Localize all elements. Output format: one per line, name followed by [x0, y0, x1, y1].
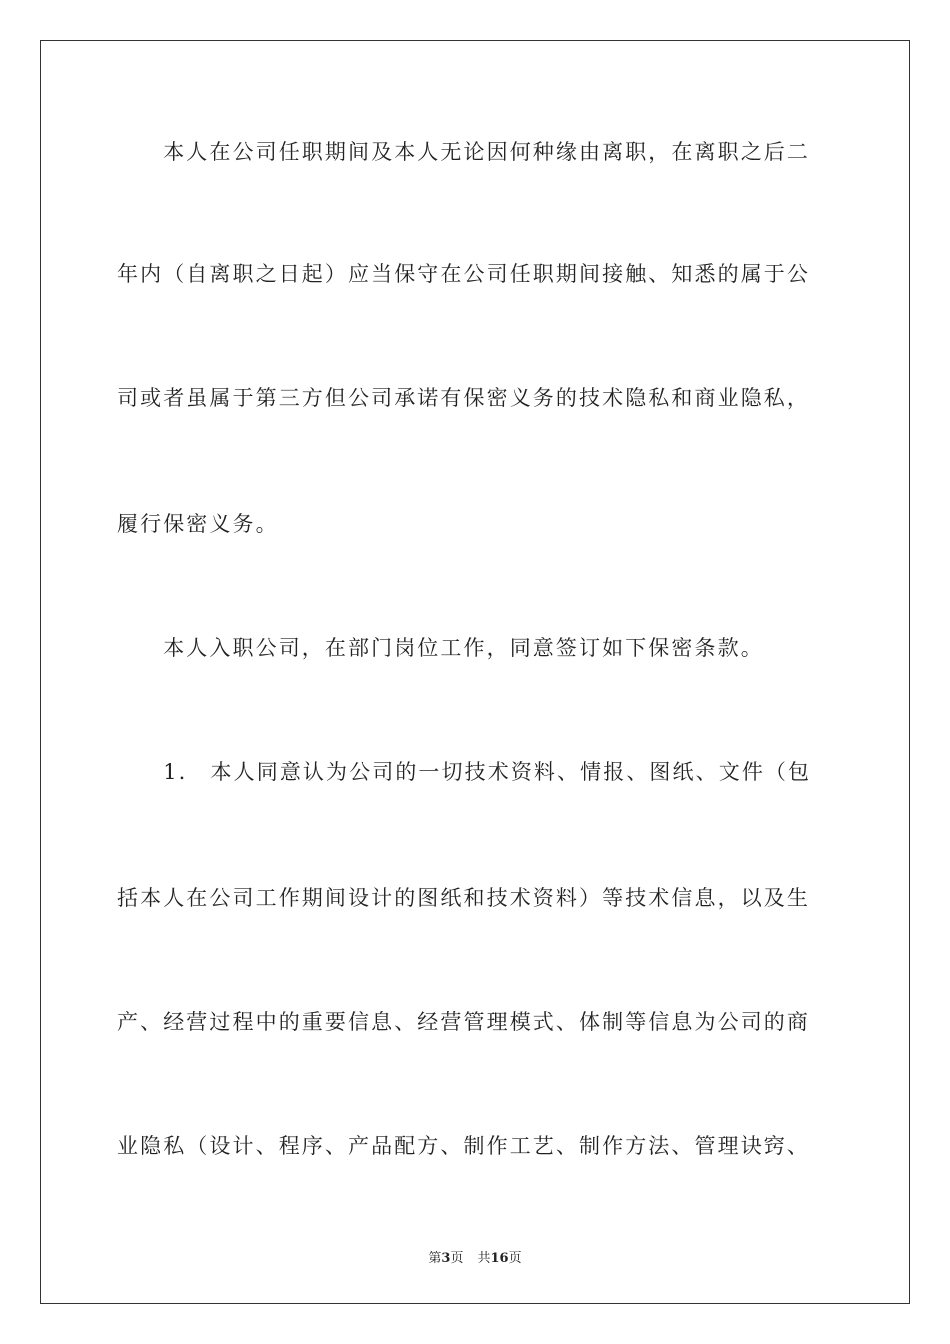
total-suffix: 页: [508, 1251, 522, 1266]
page-border: [40, 40, 910, 1304]
page-suffix: 页: [450, 1251, 464, 1266]
body-line-9: 业隐私（设计、程序、产品配方、制作工艺、制作方法、管理诀窍、: [117, 1134, 810, 1158]
body-line-3: 司或者虽属于第三方但公司承诺有保密义务的技术隐私和商业隐私，: [117, 386, 810, 410]
page-prefix: 第: [428, 1251, 442, 1266]
page-number: 3: [441, 1251, 451, 1266]
body-line-4: 履行保密义务。: [117, 512, 279, 536]
body-line-7: 括本人在公司工作期间设计的图纸和技术资料）等技术信息，以及生: [117, 886, 810, 910]
total-prefix: 共: [477, 1251, 491, 1266]
body-line-6: 1. 本人同意认为公司的一切技术资料、情报、图纸、文件（包: [117, 760, 812, 784]
total-pages: 16: [490, 1251, 509, 1266]
page-footer: [0, 1251, 950, 1267]
body-line-1: 本人在公司任职期间及本人无论因何种缘由离职，在离职之后二: [117, 140, 810, 164]
body-line-2: 年内（自离职之日起）应当保守在公司任职期间接触、知悉的属于公: [117, 262, 810, 286]
body-line-8: 产、经营过程中的重要信息、经营管理模式、体制等信息为公司的商: [117, 1010, 810, 1034]
body-line-5: 本人入职公司，在部门岗位工作，同意签订如下保密条款。: [117, 636, 764, 660]
